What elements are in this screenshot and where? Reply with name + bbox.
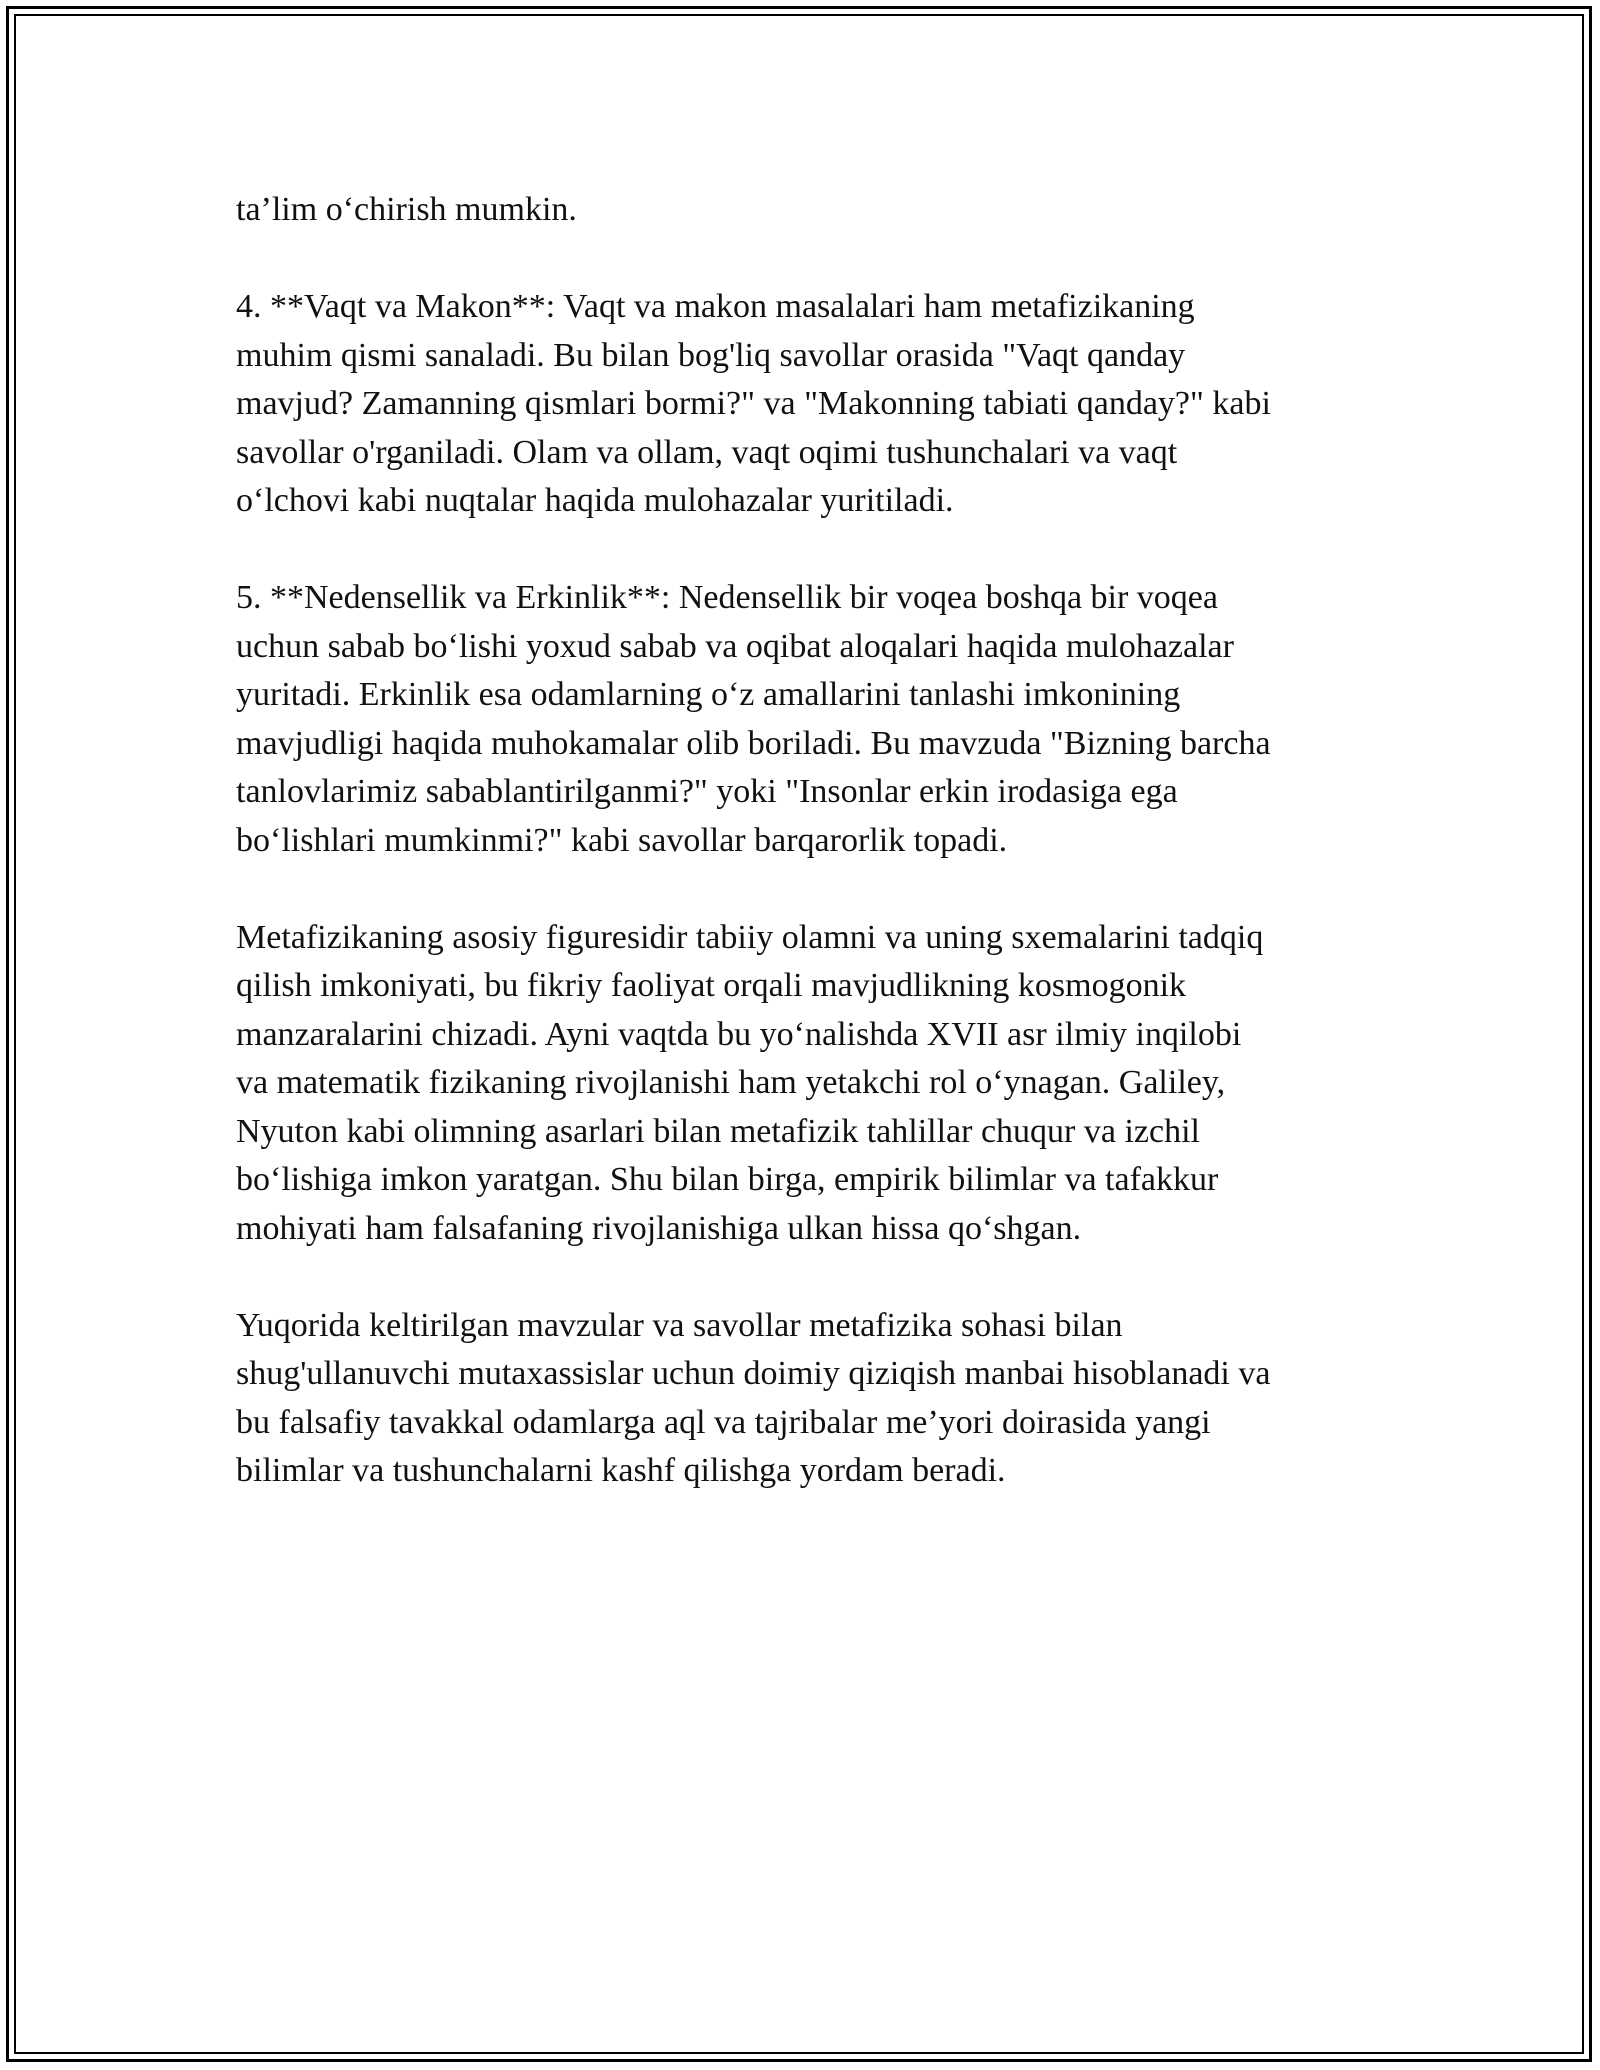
paragraph-conclusion: Yuqorida keltirilgan mavzular va savollar metafizika sohasi bilan shug'ullanuvchi mutaxassislar uchun doimiy qiziqish manbai hisoblanadi va bu falsafiy tavakkal odamlarga aql va tajribalar me’yori doirasida yangi bilimlar va tushunchalarni kashf qilishga yordam beradi. <box>236 1306 1271 1489</box>
document-body <box>236 186 1356 1544</box>
paragraph-time-and-space: 4. **Vaqt va Makon**: Vaqt va makon masalalari ham metafizikaning muhim qismi sanaladi. Bu bilan bog'liq savollar orasida "Vaqt qanday mavjud? Zamanning qismlari bormi?" va "Makonning tabiati qanday?" kabi savollar o'rganiladi. Olam va ollam, vaqt oqimi tushunchalari va vaqt o‘lchovi kabi nuqtalar haqida mulohazalar yuritiladi. <box>236 288 1271 519</box>
paragraph-metaphysics-figures: Metafizikaning asosiy figuresidir tabiiy olamni va uning sxemalarini tadqiq qilish imkoniyati, bu fikriy faoliyat orqali mavjudlikning kosmogonik manzaralarini chizadi. Ayni vaqtda bu yo‘nalishda XVII asr ilmiy inqilobi va matematik fizikaning rivojlanishi ham yetakchi rol o‘ynagan. Galiley, Nyuton kabi olimning asarlari bilan metafizik tahlillar chuqur va izchil bo‘lishiga imkon yaratgan. Shu bilan birga, empirik bilimlar va tafakkur mohiyati ham falsafaning rivojlanishiga ulkan hissa qo‘shgan. <box>236 918 1264 1247</box>
paragraph-continuation: ta’lim o‘chirish mumkin. <box>236 191 577 228</box>
paragraph-causality-and-freedom: 5. **Nedensellik va Erkinlik**: Nedensellik bir voqea boshqa bir voqea uchun sabab bo‘lishi yoxud sabab va oqibat aloqalari haqida mulohazalar yuritadi. Erkinlik esa odamlarning o‘z amallarini tanlashi imkonining mavjudligi haqida muhokamalar olib boriladi. Bu mavzuda "Bizning barcha tanlovlarimiz sabablantirilganmi?" yoki "Insonlar erkin irodasiga ega bo‘lishlari mumkinmi?" kabi savollar barqarorlik topadi. <box>236 579 1271 859</box>
